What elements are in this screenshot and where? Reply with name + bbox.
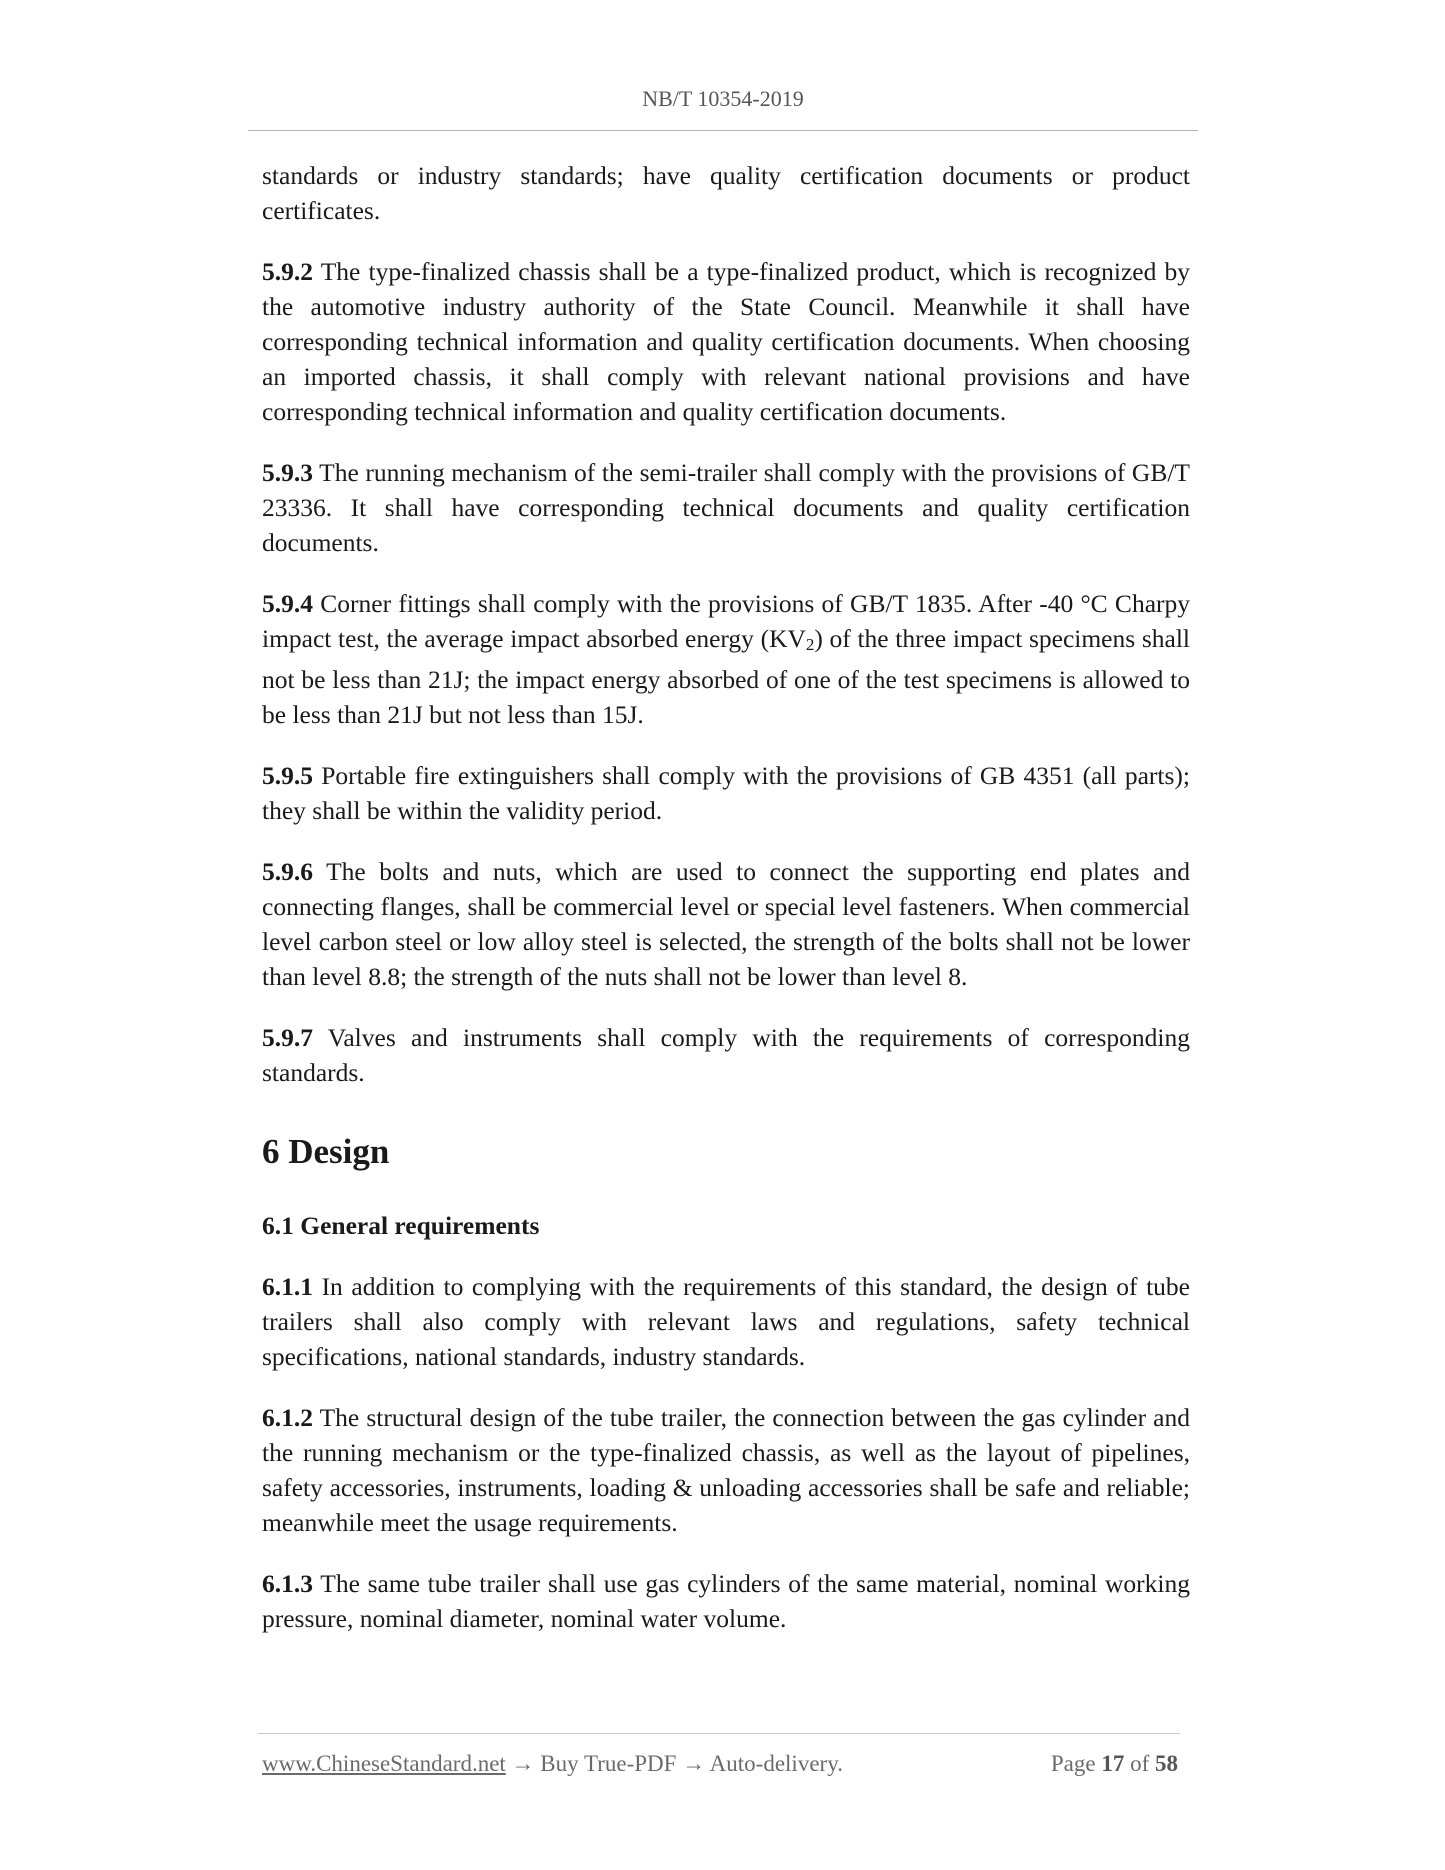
clause-number: 6.1.2 xyxy=(262,1403,313,1432)
clause-5-9-4 xyxy=(262,586,1190,732)
subsection-heading: 6.1 General requirements xyxy=(262,1211,540,1240)
clause-text: Corner fittings shall comply with the provisions of GB/T 1835. After -40 °C Charpy impact test, the average impact absorbed energy (KV xyxy=(262,589,1190,653)
clause-number: 5.9.7 xyxy=(262,1023,313,1052)
buy-text: Buy True-PDF xyxy=(540,1751,677,1776)
clause-number: 5.9.3 xyxy=(262,458,313,487)
delivery-text: Auto-delivery. xyxy=(709,1751,843,1776)
arrow-icon: → xyxy=(505,1751,541,1776)
footer-promo xyxy=(262,1751,843,1777)
paragraph-text: standards or industry standards; have quality certification documents or product certificates. xyxy=(262,161,1190,225)
clause-text: The same tube trailer shall use gas cylinders of the same material, nominal working pressure, nominal diameter, nominal water volume. xyxy=(262,1569,1190,1633)
clause-5-9-2 xyxy=(262,254,1190,429)
clause-number: 5.9.2 xyxy=(262,257,313,286)
clause-6-1-1 xyxy=(262,1269,1190,1374)
paragraph-continuation xyxy=(262,158,1190,228)
header-divider xyxy=(248,130,1198,131)
clause-5-9-5 xyxy=(262,758,1190,828)
arrow-icon: → xyxy=(676,1751,710,1776)
document-body xyxy=(262,158,1190,1662)
clause-text: The structural design of the tube trailer, the connection between the gas cylinder and the running mechanism or the type-finalized chassis, as well as the layout of pipelines, safety accessories, instruments, loading & unloading accessories shall be safe and reliable; meanwhile meet the usage requirements. xyxy=(262,1403,1190,1537)
clause-number: 6.1.3 xyxy=(262,1569,313,1598)
clause-number: 5.9.4 xyxy=(262,589,313,618)
current-page: 17 xyxy=(1101,1751,1125,1776)
clause-6-1-3 xyxy=(262,1566,1190,1636)
clause-5-9-7 xyxy=(262,1020,1190,1090)
section-heading: 6 Design xyxy=(262,1132,390,1171)
clause-text: The bolts and nuts, which are used to connect the supporting end plates and connecting flanges, shall be commercial level or special level fasteners. When commercial level carbon steel or low alloy steel is selected, the strength of the bolts shall not be lower than level 8.8; the strength of the nuts shall not be lower than level 8. xyxy=(262,857,1190,991)
footer-divider xyxy=(258,1733,1180,1734)
of-label: of xyxy=(1130,1751,1150,1776)
page-indicator xyxy=(1051,1751,1178,1777)
clause-text: The running mechanism of the semi-trailer shall comply with the provisions of GB/T 23336. It shall have corresponding technical documents and quality certification documents. xyxy=(262,458,1190,557)
clause-text: The type-finalized chassis shall be a type-finalized product, which is recognized by the automotive industry authority of the State Council. Meanwhile it shall have corresponding technical information and quality certification documents. When choosing an imported chassis, it shall comply with relevant national provisions and have corresponding technical information and quality certification documents. xyxy=(262,257,1190,426)
clause-text: Portable fire extinguishers shall comply with the provisions of GB 4351 (all parts); they shall be within the validity period. xyxy=(262,761,1190,825)
total-pages: 58 xyxy=(1155,1751,1178,1776)
page-label: Page xyxy=(1050,1751,1096,1776)
clause-text: In addition to complying with the requirements of this standard, the design of tube trailers shall also comply with relevant laws and regulations, safety technical specifications, national standards, industry standards. xyxy=(262,1272,1190,1371)
clause-text: Valves and instruments shall comply with the requirements of corresponding standards. xyxy=(262,1023,1190,1087)
clause-6-1-2 xyxy=(262,1400,1190,1540)
subscript: 2 xyxy=(805,635,815,654)
website-link[interactable]: www.ChineseStandard.net xyxy=(262,1751,506,1776)
document-code-header: NB/T 10354-2019 xyxy=(642,86,804,111)
page-footer xyxy=(262,1751,1180,1783)
clause-5-9-6 xyxy=(262,854,1190,994)
clause-number: 6.1.1 xyxy=(262,1272,313,1301)
clause-number: 5.9.6 xyxy=(262,857,313,886)
clause-number: 5.9.5 xyxy=(262,761,313,790)
clause-text: ) of the three impact specimens shall not be less than 21J; the impact energy absorbed of one of the test specimens is allowed to be less than 21J but not less than 15J. xyxy=(262,624,1190,729)
clause-5-9-3 xyxy=(262,455,1190,560)
